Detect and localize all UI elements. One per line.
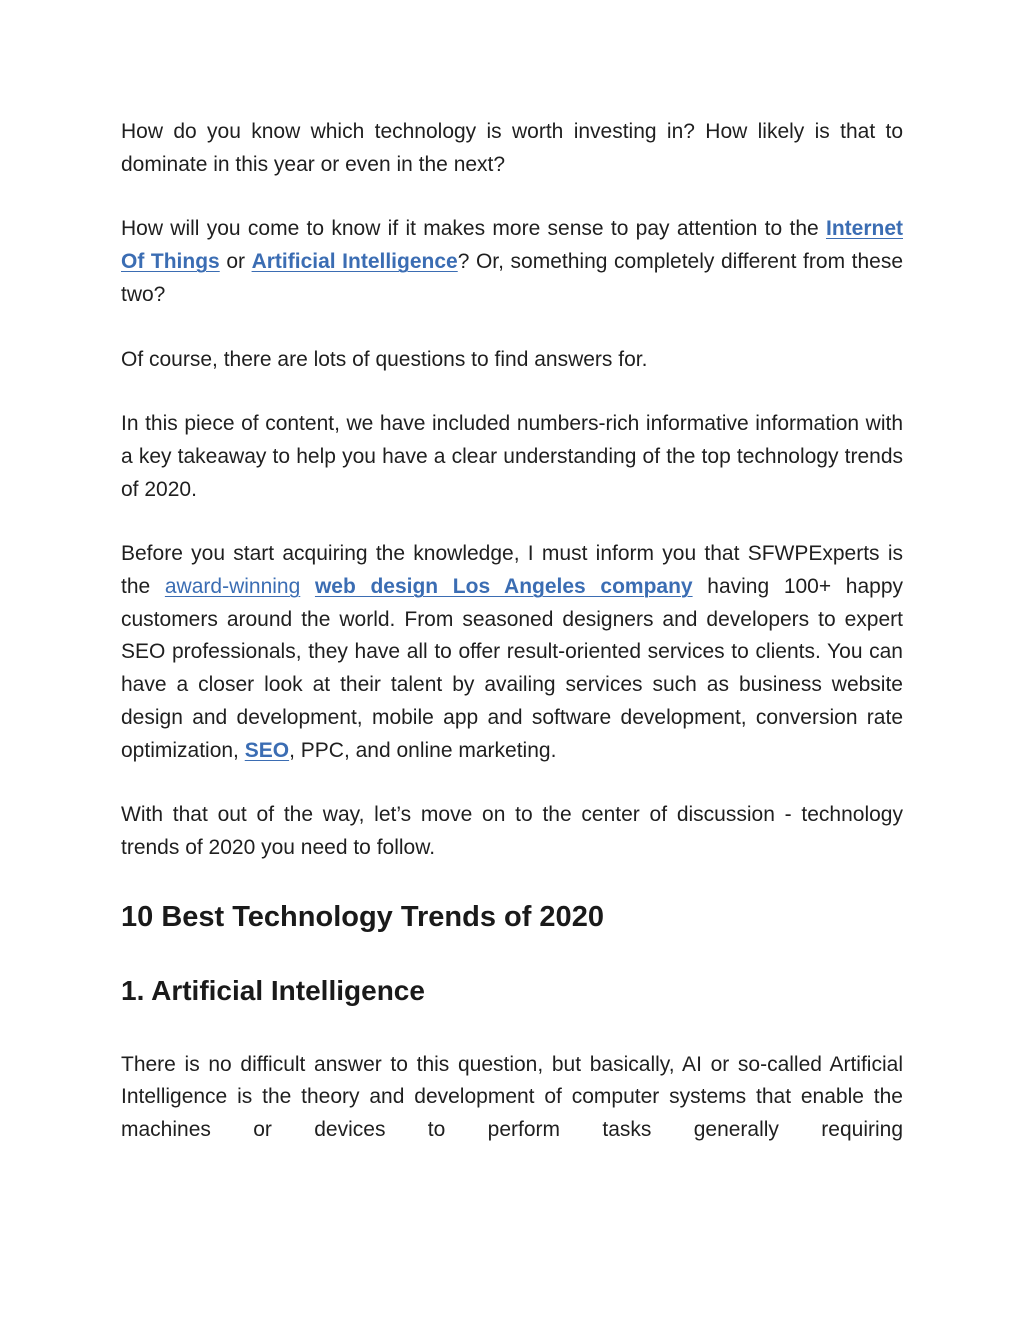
internet-of-things-link[interactable]: Internet Of Things <box>121 217 903 274</box>
paragraph-content-summary: In this piece of content, we have included numbers-rich informative information with a key takeaway to help you have a clear understanding of the top technology trends of 2020. <box>121 412 903 501</box>
text-segment: having 100+ happy customers around the world. From seasoned designers and developers to expert SEO professionals, they have all to offer result-oriented services to clients. You can have a closer look at their talent by availing services such as business website design and development, mobile app and software development, conversion rate optimization, <box>121 575 904 762</box>
paragraph-sfwpexperts <box>121 538 903 767</box>
artificial-intelligence-link[interactable]: Artificial Intelligence <box>251 250 458 274</box>
text-segment: , PPC, and online marketing. <box>289 738 557 762</box>
paragraph-questions: Of course, there are lots of questions to find answers for. <box>121 347 648 371</box>
paragraph-iot-ai <box>121 213 903 311</box>
paragraph-transition: With that out of the way, let’s move on to the center of discussion - technology trends of 2020 you need to follow. <box>121 803 903 859</box>
web-design-los-angeles-link[interactable]: web design Los Angeles company <box>314 575 693 599</box>
text-segment: ? Or, something completely different from these two? <box>121 250 904 306</box>
paragraph-ai-definition: There is no difficult answer to this question, but basically, AI or so-called Artificial Intelligence is the theory and development of computer systems that enable the machines or devices to perform tasks generally requiring <box>121 1052 903 1142</box>
text-segment: or <box>219 250 252 274</box>
text-segment: Before you start acquiring the knowledge, I must inform you that SFWPExperts is the <box>121 542 903 599</box>
award-winning-link[interactable]: award-winning <box>164 575 301 599</box>
subsection-heading: 1. Artificial Intelligence <box>121 974 425 1006</box>
text-segment: How will you come to know if it makes more sense to pay attention to the <box>121 217 826 241</box>
section-heading: 10 Best Technology Trends of 2020 <box>121 900 604 933</box>
seo-link[interactable]: SEO <box>244 738 290 762</box>
document-page <box>121 116 903 1179</box>
text-segment <box>300 575 315 598</box>
paragraph-intro-question: How do you know which technology is worth investing in? How likely is that to dominate in this year or even in the next? <box>121 120 903 176</box>
